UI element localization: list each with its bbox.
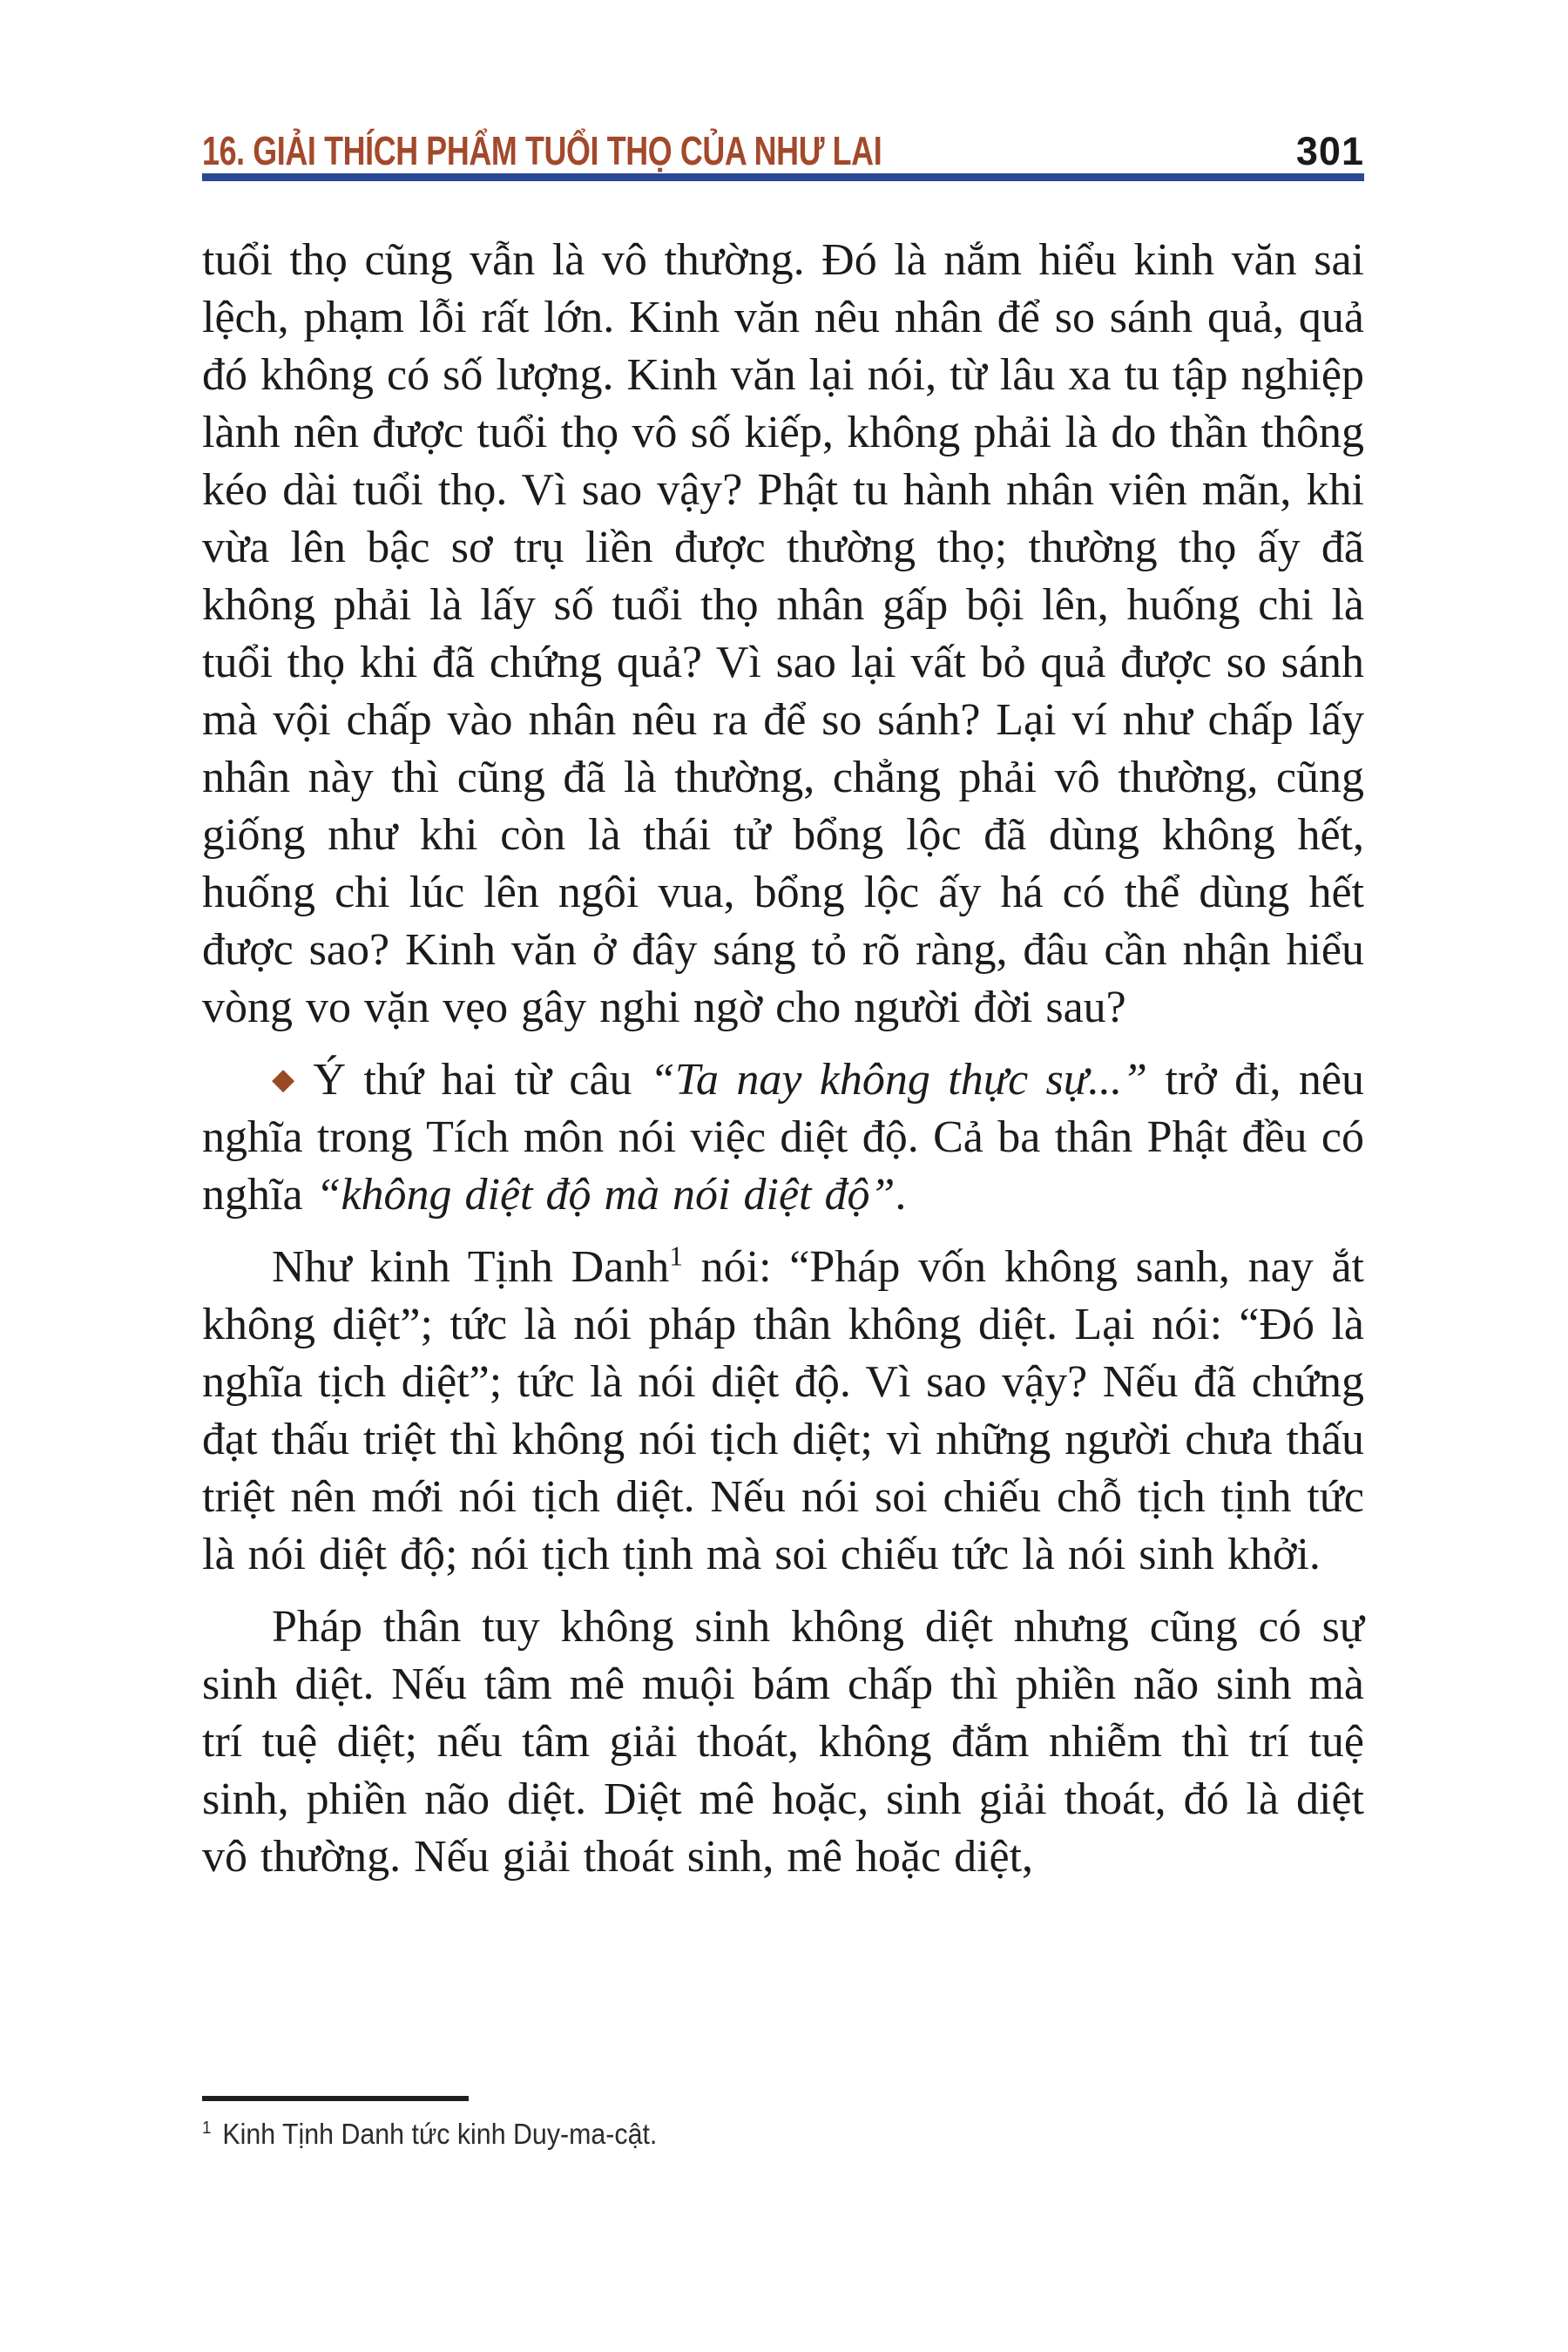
text-segment: Như kinh Tịnh Danh [272, 1242, 670, 1292]
text-segment: “Ta nay không thực sự...” [649, 1055, 1148, 1105]
text-segment: “không diệt độ mà nói diệt độ” [315, 1170, 896, 1220]
diamond-bullet-icon: ◆ [272, 1062, 300, 1097]
text-segment: Ý thứ hai từ câu [313, 1055, 650, 1105]
paragraph [202, 232, 1364, 1037]
page-header [202, 120, 1364, 171]
text-segment: tuổi thọ cũng vẫn là vô thường. Đó là nắm hiểu kinh văn sai lệch, phạm lỗi rất lớn. Kinh văn nêu nhân để so sánh quả, quả đó không có số lượng. Kinh văn lại nói, từ lâu xa tu tập nghiệp lành nên được tuổi thọ vô số kiếp, không phải là do thần thông kéo dài tuổi thọ. Vì sao vậy? Phật tu hành nhân viên mãn, khi vừa lên bậc sơ trụ liền được thường thọ; thường thọ ấy đã không phải là lấy số tuổi thọ nhân gấp bội lên, huống chi là tuổi thọ khi đã chứng quả? Vì sao lại vất bỏ quả được so sánh mà vội chấp vào nhân nêu ra để so sánh? Lại ví như chấp lấy nhân này thì cũng đã là thường, chẳng phải vô thường, cũng giống như khi còn là thái tử bổng lộc đã dùng không hết, huống chi lúc lên ngôi vua, bổng lộc ấy há có thể dùng hết được sao? Kinh văn ở đây sáng tỏ rõ ràng, đâu cần nhận hiểu vòng vo vặn vẹo gây nghi ngờ cho người đời sau? [202, 235, 1364, 1032]
footnote-area [202, 2096, 1364, 2153]
footnote-label: Kinh Tịnh Danh tức kinh Duy-ma-cật. [222, 2118, 658, 2150]
footnote-rule [202, 2096, 469, 2101]
chapter-title: 16. GIẢI THÍCH PHẨM TUỔI THỌ CỦA NHƯ LAI [202, 128, 882, 173]
header-rule [202, 173, 1364, 181]
text-segment: nói: “Pháp vốn không sanh, nay ắt không diệt”; tức là nói pháp thân không diệt. Lại nói: “Đó là nghĩa tịch diệt”; tức là nói diệt độ. Vì sao vậy? Nếu đã chứng đạt thấu triệt thì không nói tịch diệt; vì những người chưa thấu triệt nên mới nói tịch diệt. Nếu nói soi chiếu chỗ tịch tịnh tức là nói diệt độ; nói tịch tịnh mà soi chiếu tức là nói sinh khởi. [202, 1242, 1364, 1579]
paragraph [202, 1239, 1364, 1584]
text-segment: Pháp thân tuy không sinh không diệt nhưng cũng có sự sinh diệt. Nếu tâm mê muội bám chấp thì phiền não sinh mà trí tuệ diệt; nếu tâm giải thoát, không đắm nhiễm thì trí tuệ sinh, phiền não diệt. Diệt mê hoặc, sinh giải thoát, đó là diệt vô thường. Nếu giải thoát sinh, mê hoặc diệt, [202, 1602, 1364, 1882]
paragraph [202, 1598, 1364, 1886]
footnote-reference: 1 [669, 1240, 683, 1272]
text-segment: trở đi, nêu nghĩa trong Tích môn nói việc diệt độ. Cả ba thân Phật đều có nghĩa [202, 1055, 1364, 1220]
page-number: 301 [1295, 129, 1364, 173]
footnote-text [202, 2115, 1271, 2153]
paragraph [202, 1051, 1364, 1224]
text-segment: . [895, 1170, 907, 1220]
body-text [202, 232, 1364, 1901]
footnote-marker: 1 [202, 2118, 212, 2138]
